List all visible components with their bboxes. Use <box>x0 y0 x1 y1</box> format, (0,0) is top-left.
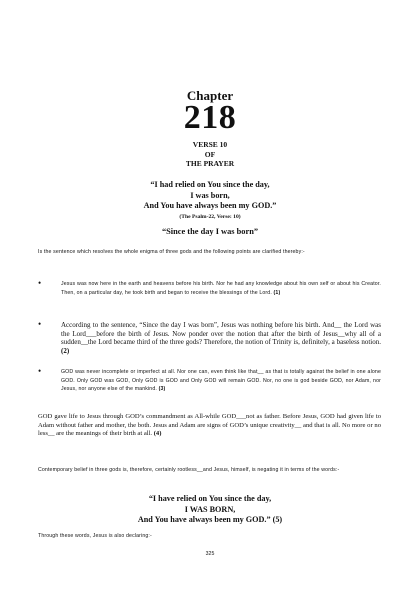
prayer-label: THE PRAYER <box>185 159 235 168</box>
quote-line: I was born, <box>190 190 230 200</box>
body-text: GOD gave life to Jesus through GOD’s commandment as All-while GOD___not as father. Before Jesus, GOD had given life to Adam without father and mother, the both. Jesus and Adam are signs of GOD’s unique creativity__ and that is all. No more or no less__ are the meanings of their birth at all. <box>38 413 381 438</box>
footnote-ref: (4) <box>153 430 162 438</box>
verse-heading <box>0 140 420 169</box>
bullet-paragraph <box>61 368 381 394</box>
intro-paragraph: Is the sentence which resolves the whole enigma of three gods and the following points are clarified thereby:- <box>38 249 305 255</box>
quote-line: “I have relied on You since the day, <box>148 494 272 503</box>
quote-line: I WAS BORN, <box>184 504 236 514</box>
of-label: OF <box>204 149 216 159</box>
section-subtitle: “Since the day I was born” <box>161 227 259 236</box>
chapter-number: 218 <box>183 99 237 136</box>
opening-quote <box>40 180 380 212</box>
bullet-text: Jesus was now here in the earth and heavens before his birth. Nor he had any knowledge about his own self or about his Creator. Then, on a particular day, he took birth and began to receive the blessings of the Lord. <box>61 281 381 296</box>
bullet-text: According to the sentence, “Since the day I was born”, Jesus was nothing before his birth. And__ the Lord was the Lord___before the birth of Jesus. Now ponder over the notion that after the birth of Jesus__why all of a sudden__the Lord became third of the three gods? Therefore, the notion of Trinity is, definitely, a baseless notion. <box>61 321 381 347</box>
bullet-text: GOD was never incomplete or imperfect at all. Nor one can, even think like that__ as that is totally against the belief in one alone GOD. Only GOD was GOD, Only GOD is GOD and Only GOD will remain GOD. Nor, no one is god beside GOD, nor Adam, nor Jesus, nor anyone else of the mankind. <box>61 369 381 393</box>
closing-quote <box>40 494 380 526</box>
footnote-ref: (3) <box>158 386 166 393</box>
bullet-icon: • <box>38 278 42 288</box>
quote-line: And You have always been my GOD.” (5) <box>137 515 283 524</box>
bullet-paragraph <box>61 280 381 297</box>
verse-label: VERSE 10 <box>192 140 228 149</box>
body-paragraph: Through these words, Jesus is also declaring:- <box>38 533 152 539</box>
quote-line: “I had relied on You since the day, <box>150 180 270 189</box>
footnote-ref: (1) <box>273 289 281 296</box>
bullet-icon: • <box>38 319 42 329</box>
chapter-label: Chapter <box>186 88 234 103</box>
body-paragraph: Contemporary belief in three gods is, therefore, certainly rootless__and Jesus, himself, is negating it in terms of the words:- <box>38 467 340 473</box>
footnote-ref: (2) <box>61 346 70 355</box>
citation: (The Psalm-22, Verse: 10) <box>179 214 241 220</box>
bullet-paragraph <box>61 321 381 355</box>
page-number: 325 <box>205 551 215 557</box>
bullet-icon: • <box>38 366 42 376</box>
body-paragraph <box>38 413 381 439</box>
quote-line: And You have always been my GOD.” <box>143 201 277 210</box>
